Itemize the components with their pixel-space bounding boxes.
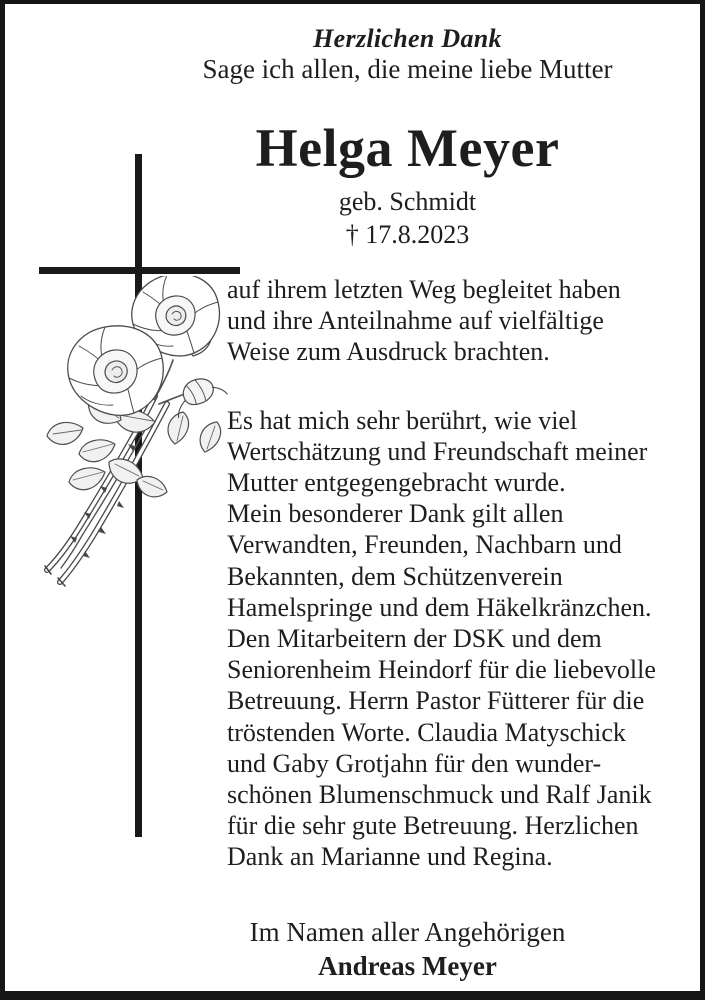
deceased-death-date: † 17.8.2023 (345, 220, 470, 249)
text-line: Den Mitarbeitern der DSK und dem (227, 624, 602, 654)
thank-you-paragraph-1 (227, 274, 705, 368)
text-line: Weise zum Ausdruck brachten. (227, 337, 550, 367)
text-line: Mein besonderer Dank gilt allen (227, 499, 564, 529)
closing-line: Im Namen aller Angehörigen (249, 917, 566, 947)
text-line: Verwandten, Freunden, Nachbarn und (227, 530, 622, 560)
deceased-name: Helga Meyer (255, 118, 560, 178)
text-line: Mutter entgegengebracht wurde. (227, 468, 566, 498)
deceased-birth-name: geb. Schmidt (338, 187, 477, 216)
text-line: schönen Blumenschmuck und Ralf Janik (227, 780, 652, 810)
text-line: tröstenden Worte. Claudia Matyschick (227, 717, 626, 747)
text-line: und ihre Anteilnahme auf vielfältige (227, 306, 604, 336)
text-line: Hamelspringe und dem Häkelkränzchen. (227, 592, 652, 622)
thank-you-text (227, 274, 705, 873)
rosebud-icon (166, 369, 227, 419)
text-line: Wertschätzung und Freundschaft meiner (227, 436, 648, 466)
text-line: Bekannten, dem Schützenverein (227, 561, 563, 591)
text-line: für die sehr gute Betreuung. Herzlichen (227, 811, 639, 841)
text-line: Es hat mich sehr berührt, wie viel (227, 405, 578, 435)
roses-illustration (27, 276, 245, 596)
thank-you-paragraph-2 (227, 405, 705, 873)
notice-title: Herzlichen Dank (313, 24, 502, 53)
text-line: Dank an Marianne und Regina. (227, 842, 553, 872)
text-line: und Gaby Grotjahn für den wunder- (227, 748, 602, 778)
text-line: Seniorenheim Heindorf für die liebevolle (227, 655, 656, 685)
text-line: Betreuung. Herrn Pastor Fütterer für die (227, 686, 645, 716)
notice-intro-line: Sage ich allen, die meine liebe Mutter (202, 54, 613, 84)
memorial-cross-crossbar-icon (39, 267, 240, 274)
text-line: auf ihrem letzten Weg begleitet haben (227, 275, 621, 304)
signature-name: Andreas Meyer (318, 951, 497, 981)
rose-bloom-left-icon (68, 326, 164, 415)
